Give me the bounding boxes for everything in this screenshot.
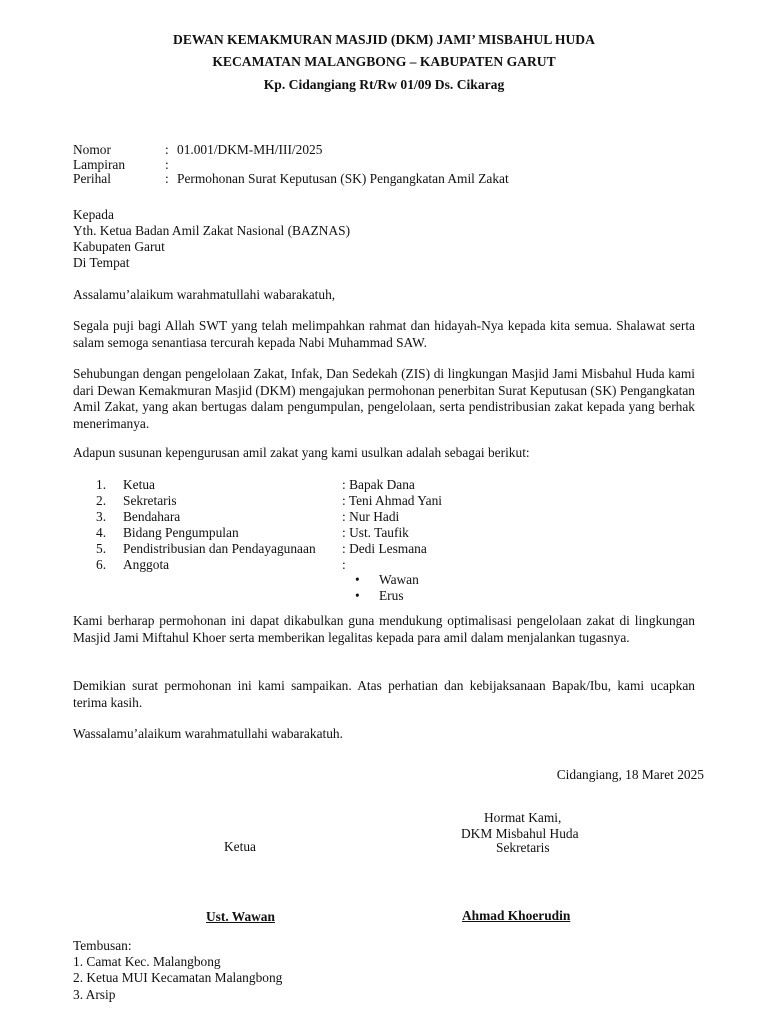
list-number: 6. — [96, 557, 107, 572]
committee-role: Bidang Pengumpulan — [123, 525, 239, 540]
cc-item: 3. Arsip — [73, 987, 116, 1002]
paragraph-closing: Demikian surat permohonan ini kami sampaikan. Atas perhatian dan kebijaksanaan Bapak/Ibu, kami ucapkan terima kasih. — [73, 678, 695, 710]
member-name: Wawan — [379, 572, 419, 587]
signature-org: DKM Misbahul Huda — [461, 826, 579, 841]
list-number: 5. — [96, 541, 107, 556]
committee-name: : Bapak Dana — [342, 477, 415, 492]
paragraph-opening: Segala puji bagi Allah SWT yang telah melimpahkan rahmat dan hidayah-Nya kepada kita semua. Shalawat serta salam semoga senantiasa tercurah kepada Nabi Muhammad SAW. — [73, 318, 695, 350]
meta-value-nomor: 01.001/DKM-MH/III/2025 — [177, 142, 323, 157]
list-number: 1. — [96, 477, 107, 492]
meta-label-nomor: Nomor — [73, 142, 111, 157]
paragraph-hope: Kami berharap permohonan ini dapat dikabulkan guna mendukung optimalisasi pengelolaan zakat di lingkungan Masjid Jami Miftahul Khoer serta memberikan legalitas kepada para amil dalam menjalankan tugasnya. — [73, 613, 695, 645]
letterhead-line-1: DEWAN KEMAKMURAN MASJID (DKM) JAMI’ MISBAHUL HUDA — [173, 32, 595, 47]
cc-title: Tembusan: — [73, 938, 132, 953]
committee-name: : — [342, 557, 346, 572]
letterhead-line-2: KECAMATAN MALANGBONG – KABUPATEN GARUT — [212, 54, 556, 69]
committee-role: Ketua — [123, 477, 155, 492]
letter-date: Cidangiang, 18 Maret 2025 — [556, 767, 704, 782]
greeting: Assalamu’alaikum warahmatullahi wabarakatuh, — [73, 287, 336, 302]
recipient-line: Di Tempat — [73, 255, 130, 270]
signature-right-name: Ahmad Khoerudin — [462, 908, 571, 923]
committee-role: Bendahara — [123, 509, 181, 524]
meta-value-perihal: Permohonan Surat Keputusan (SK) Pengangkatan Amil Zakat — [177, 171, 509, 186]
meta-sep: : — [165, 142, 169, 157]
signature-left-name: Ust. Wawan — [206, 909, 275, 924]
cc-item: 2. Ketua MUI Kecamatan Malangbong — [73, 970, 283, 985]
meta-sep: : — [165, 157, 169, 172]
meta-label-lampiran: Lampiran — [73, 157, 126, 172]
signature-left-title: Ketua — [224, 839, 256, 854]
committee-name: : Nur Hadi — [342, 509, 400, 524]
bullet-icon: • — [355, 588, 360, 603]
recipient-line: Yth. Ketua Badan Amil Zakat Nasional (BAZNAS) — [73, 223, 351, 238]
regards: Hormat Kami, — [484, 810, 562, 825]
committee-role: Anggota — [123, 557, 170, 572]
committee-name: : Ust. Taufik — [342, 525, 409, 540]
member-name: Erus — [379, 588, 404, 603]
letterhead-address: Kp. Cidangiang Rt/Rw 01/09 Ds. Cikarag — [263, 77, 505, 92]
signature-right-title: Sekretaris — [496, 840, 550, 855]
list-number: 3. — [96, 509, 107, 524]
meta-sep: : — [165, 171, 169, 186]
committee-role: Pendistribusian dan Pendayagunaan — [123, 541, 316, 556]
committee-name: : Dedi Lesmana — [342, 541, 427, 556]
closing-salam: Wassalamu’alaikum warahmatullahi wabarakatuh. — [73, 726, 343, 741]
list-number: 4. — [96, 525, 107, 540]
recipient-line: Kabupaten Garut — [73, 239, 165, 254]
paragraph-list-intro: Adapun susunan kepengurusan amil zakat yang kami usulkan adalah sebagai berikut: — [73, 445, 530, 460]
cc-item: 1. Camat Kec. Malangbong — [73, 954, 221, 969]
committee-role: Sekretaris — [123, 493, 177, 508]
committee-name: : Teni Ahmad Yani — [342, 493, 442, 508]
meta-label-perihal: Perihal — [73, 171, 111, 186]
bullet-icon: • — [355, 572, 360, 587]
list-number: 2. — [96, 493, 107, 508]
recipient-line: Kepada — [73, 207, 114, 222]
paragraph-purpose: Sehubungan dengan pengelolaan Zakat, Infak, Dan Sedekah (ZIS) di lingkungan Masjid Jami Misbahul Huda kami dari Dewan Kemakmuran Masjid (DKM) mengajukan permohonan penerbitan Surat Keputusan (SK) Pengangkatan Amil Zakat, yang akan bertugas dalam pengumpulan, pengelolaan, serta pendistribusian zakat kepada yang berhak menerimanya. — [73, 366, 695, 431]
